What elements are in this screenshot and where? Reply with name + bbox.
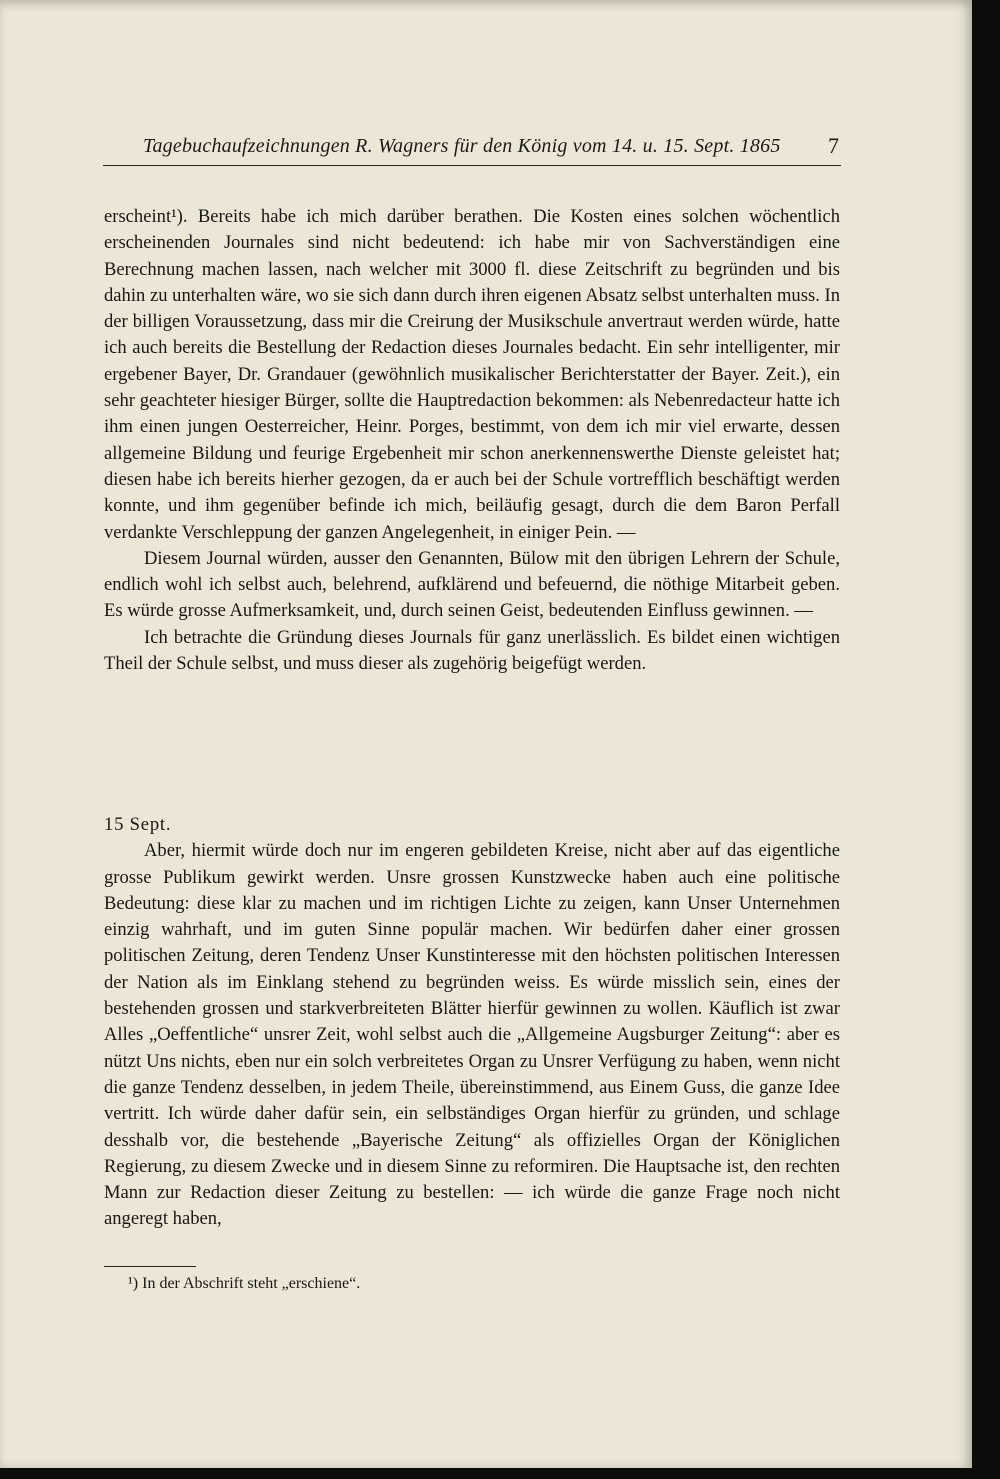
paragraph: Diesem Journal würden, ausser den Genannten, Bülow mit den übrigen Lehrern der Schule, endlich wohl ich selbst auch, belehrend, aufklärend und befeuernd, die nöthige Mitarbeit geben. Es würde grosse Aufmerksamkeit, und, durch seinen Geist, bedeutenden Einfluss gewinnen. — [104,547,840,622]
footnote: ¹) In der Abschrift steht „erschiene“. [128,1275,361,1292]
body-text-block-1 [104,204,840,677]
date-heading: 15 Sept. [104,814,172,835]
paragraph: erscheint¹). Bereits habe ich mich darüber berathen. Die Kosten eines solchen wöchentlich erscheinenden Journales sind nicht bedeutend: ich habe mir von Sachverständigen eine Berechnung machen lassen, nach welcher mit 3000 fl. diese Zeitschrift zu begründen und bis dahin zu unterhalten wäre, wo sie sich dann durch ihren eigenen Absatz selbst unterhalten muss. In der billigen Voraussetzung, dass mir die Creirung der Musikschule anvertraut werden würde, hatte ich auch bereits die Bestellung der Redaction dieses Journales bedacht. Ein sehr intelligenter, mir ergebener Bayer, Dr. Grandauer (gewöhnlich musikalischer Berichterstatter der Bayer. Zeit.), ein sehr geachteter hiesiger Bürger, sollte die Hauptredaction bekommen: als Nebenredacteur hatte ich ihm einen jungen Oesterreicher, Heinr. Porges, bestimmt, von dem ich mir viel erwarte, dessen allgemeine Bildung und feurige Ergebenheit mir schon anerkennenswerthe Dienste geleistet hat; diesen habe ich bereits hierher gezogen, da er auch bei der Schule vortrefflich beschäftigt werden konnte, und ihm gegenüber befinde ich mich, beiläufig gesagt, durch die dem Baron Perfall verdankte Verschleppung der ganzen Angelegenheit, in einiger Pein. — [104,206,840,543]
page-number: 7 [828,133,839,158]
paragraph: Ich betrachte die Gründung dieses Journals für ganz unerlässlich. Es bildet einen wichtigen Theil der Schule selbst, und muss dieser als zugehörig beigefügt werden. [104,626,840,675]
running-title: Tagebuchaufzeichnungen R. Wagners für den König vom 14. u. 15. Sept. 1865 [143,135,781,157]
page-header [103,131,841,166]
paragraph: Aber, hiermit würde doch nur im engeren gebildeten Kreise, nicht aber auf das eigentliche grosse Publikum gewirkt werden. Unsre grossen Kunstzwecke haben auch eine politische Bedeutung: diese klar zu machen und im richtigen Lichte zu zeigen, kann Unser Unternehmen einzig wahrhaft, und im guten Sinne populär machen. Wir bedürfen daher einer grossen politischen Zeitung, deren Tendenz Unser Kunstinteresse mit den höchsten politischen Interessen der Nation als im Einklang stehend zu begründen weiss. Es würde misslich sein, eines der bestehenden grossen und starkverbreiteten Blätter hierfür gewinnen zu wollen. Käuflich ist zwar Alles „Oeffentliche“ unsrer Zeit, wohl selbst auch die „Allgemeine Augsburger Zeitung“: aber es nützt Uns nichts, eben nur ein solch verbreitetes Organ zu Unsrer Verfügung zu haben, wenn nicht die ganze Tendenz desselben, in jedem Theile, übereinstimmend, aus Einem Guss, die ganze Idee vertritt. Ich würde daher dafür sein, ein selbständiges Organ hierfür zu gründen, und schlage desshalb vor, die bestehende „Bayerische Zeitung“ als offizielles Organ der Königlichen Regierung, zu diesem Zwecke und in diesem Sinne zu reformiren. Die Hauptsache ist, den rechten Mann zur Redaction dieser Zeitung zu bestellen: — ich würde die ganze Frage noch nicht angeregt haben, [104,840,840,1230]
body-text-block-2 [104,812,840,1233]
footnote-rule [104,1266,196,1267]
